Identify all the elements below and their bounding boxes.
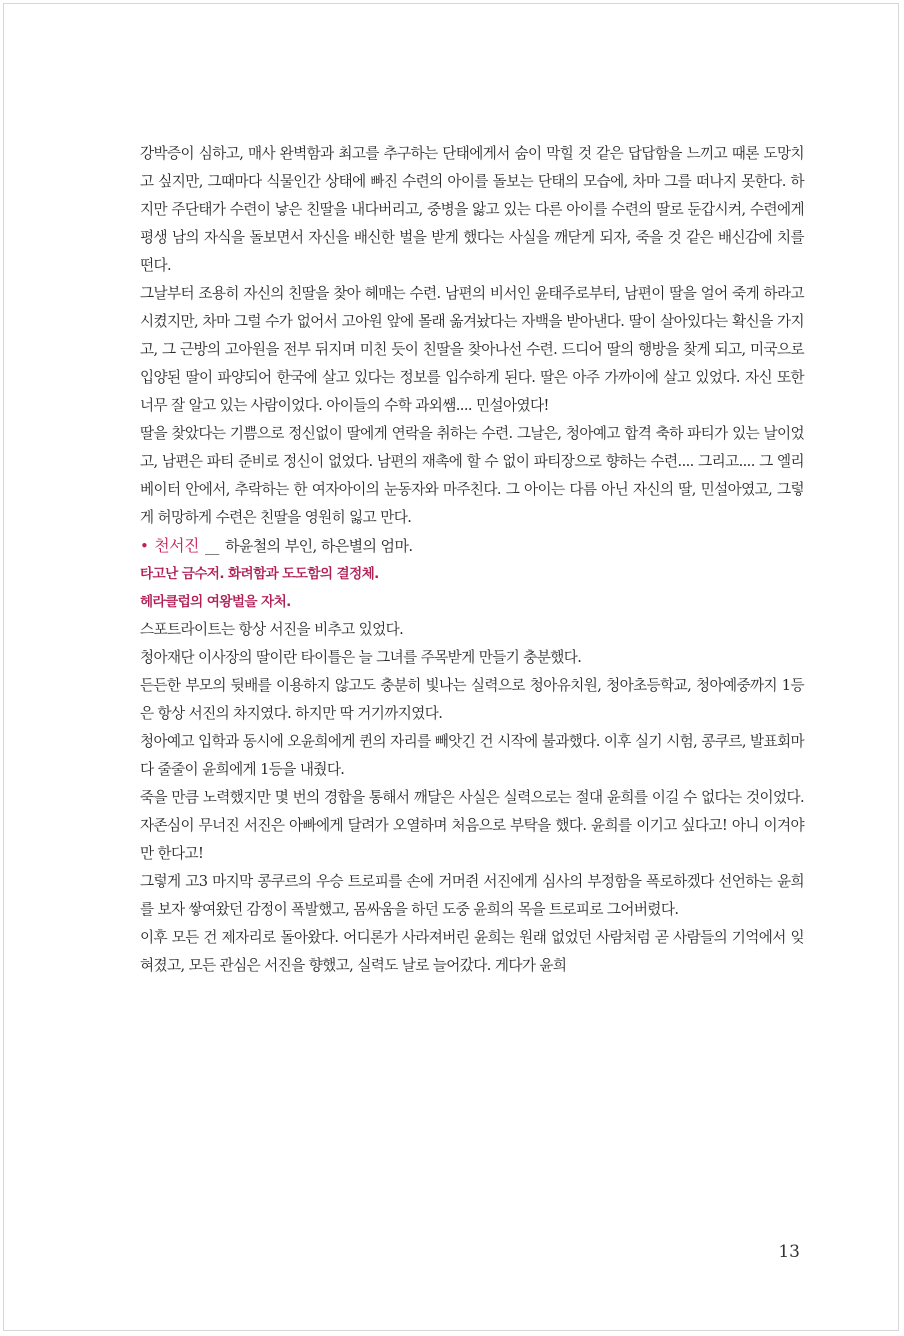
body-paragraph: 이후 모든 건 제자리로 돌아왔다. 어디론가 사라져버린 윤희는 원래 없었던 사람처럼 곧 사람들의 기억에서 잊혀졌고, 모든 관심은 서진을 향했고, 실력도 날로 늘어갔다. 게다가 윤희 (140, 929, 804, 974)
body-paragraph: 죽을 만큼 노력했지만 몇 번의 경합을 통해서 깨달은 사실은 실력으로는 절대 윤희를 이길 수 없다는 것이었다. 자존심이 무너진 서진은 아빠에게 달려가 오열하며 처음으로 부탁을 했다. 윤희를 이기고 싶다고! 아니 이겨야만 한다고! (140, 789, 804, 862)
character-heading (140, 532, 804, 560)
body-paragraph: 스포트라이트는 항상 서진을 비추고 있었다. (140, 621, 404, 638)
character-tagline: 헤라클럽의 여왕벌을 자처. (140, 594, 291, 610)
character-tagline: 타고난 금수저. 화려함과 도도함의 결정체. (140, 566, 379, 582)
bullet-icon: • (140, 537, 149, 555)
book-page (3, 3, 899, 1331)
body-paragraph: 그렇게 고3 마지막 콩쿠르의 우승 트로피를 손에 거머쥔 서진에게 심사의 부정함을 폭로하겠다 선언하는 윤희를 보자 쌓여왔던 감정이 폭발했고, 몸싸움을 하던 도중 윤희의 목을 트로피로 그어버렸다. (140, 873, 804, 918)
character-name: 천서진 (154, 536, 199, 555)
body-paragraph: 청아재단 이사장의 딸이란 타이틀은 늘 그녀를 주목받게 만들기 충분했다. (140, 649, 582, 666)
body-paragraph: 그날부터 조용히 자신의 친딸을 찾아 헤매는 수련. 남편의 비서인 윤태주로부터, 남편이 딸을 얼어 죽게 하라고 시켰지만, 차마 그럴 수가 없어서 고아원 앞에 몰래 옮겨놨다는 자백을 받아낸다. 딸이 살아있다는 확신을 가지고, 그 근방의 고아원을 전부 뒤지며 미친 듯이 친딸을 찾아나선 수련. 드디어 딸의 행방을 찾게 되고, 미국으로 입양된 딸이 파양되어 한국에 살고 있다는 정보를 입수하게 된다. 딸은 아주 가까이에 살고 있었다. 자신 또한 너무 잘 알고 있는 사람이었다. 아이들의 수학 과외쌤.... 민설아였다! (140, 285, 804, 414)
character-separator: __ (205, 537, 219, 555)
body-paragraph: 청아예고 입학과 동시에 오윤희에게 퀸의 자리를 빼앗긴 건 시작에 불과했다. 이후 실기 시험, 콩쿠르, 발표회마다 줄줄이 윤희에게 1등을 내줬다. (140, 733, 804, 778)
body-paragraph: 든든한 부모의 뒷배를 이용하지 않고도 충분히 빛나는 실력으로 청아유치원, 청아초등학교, 청아예중까지 1등은 항상 서진의 차지였다. 하지만 딱 거기까지였다. (140, 677, 804, 722)
page-number: 13 (778, 1242, 800, 1262)
body-paragraph: 강박증이 심하고, 매사 완벽함과 최고를 추구하는 단태에게서 숨이 막힐 것 같은 답답함을 느끼고 때론 도망치고 싶지만, 그때마다 식물인간 상태에 빠진 수련의 아이를 돌보는 단태의 모습에, 차마 그를 떠나지 못한다. 하지만 주단태가 수련이 낳은 친딸을 내다버리고, 중병을 앓고 있는 다른 아이를 수련의 딸로 둔갑시켜, 수련에게 평생 남의 자식을 돌보면서 자신을 배신한 벌을 받게 했다는 사실을 깨닫게 되자, 죽을 것 같은 배신감에 치를 떤다. (140, 145, 804, 274)
body-paragraph: 딸을 찾았다는 기쁨으로 정신없이 딸에게 연락을 취하는 수련. 그날은, 청아예고 합격 축하 파티가 있는 날이었고, 남편은 파티 준비로 정신이 없었다. 남편의 재촉에 할 수 없이 파티장으로 향하는 수련.... 그리고.... 그 엘리베이터 안에서, 추락하는 한 여자아이의 눈동자와 마주친다. 그 아이는 다름 아닌 자신의 딸, 민설아였고, 그렇게 허망하게 수련은 친딸을 영원히 잃고 만다. (140, 425, 804, 526)
page-body (140, 140, 804, 980)
character-description: 하윤철의 부인, 하은별의 엄마. (224, 537, 413, 555)
